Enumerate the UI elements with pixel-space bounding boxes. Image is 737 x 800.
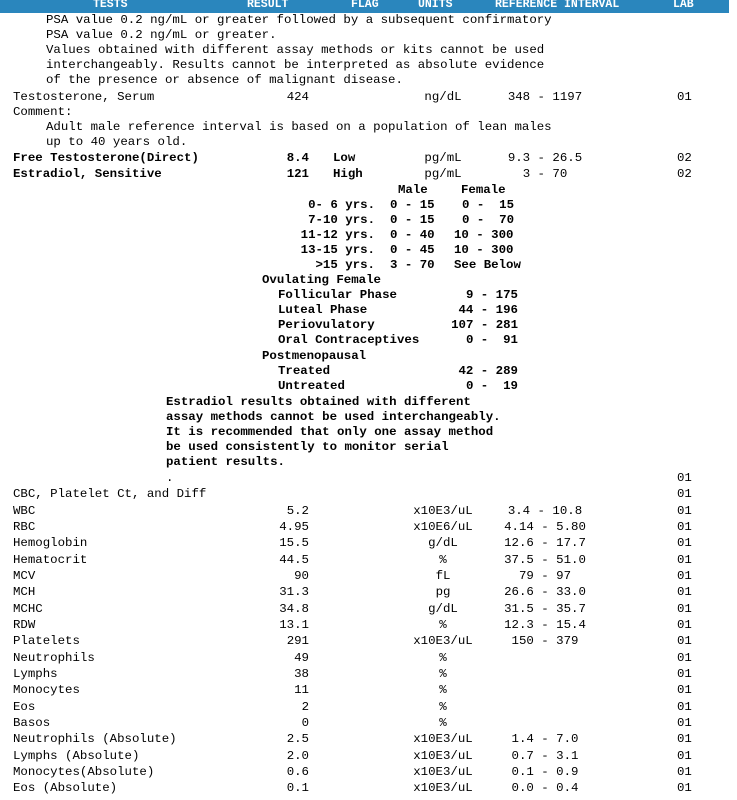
test-result: 13.1 [279, 617, 309, 632]
phase-range: 0 - 19 [465, 379, 518, 393]
separator-dot: . [166, 471, 174, 485]
test-reference: 3.4 - 10.8 [507, 503, 583, 518]
table-row [0, 732, 737, 748]
test-result: 4.95 [279, 519, 309, 534]
test-units: % [439, 699, 447, 714]
test-lab: 01 [677, 601, 692, 616]
phase-name: Follicular Phase [278, 288, 397, 302]
test-result: 2.5 [286, 732, 309, 747]
test-units: x10E3/uL [413, 765, 473, 780]
test-lab: 01 [677, 471, 692, 485]
table-row [0, 520, 737, 536]
cbc-panel-title-row [0, 487, 737, 503]
test-name: Lymphs [13, 667, 58, 681]
age-range: 11-12 yrs. [300, 228, 375, 242]
test-reference: 0.0 - 0.4 [511, 781, 579, 796]
male-column-header: Male [398, 183, 428, 197]
test-reference: 37.5 - 51.0 [504, 552, 586, 567]
table-row [0, 749, 737, 765]
header-flag: FLAG [351, 0, 379, 11]
test-lab: 01 [677, 699, 692, 714]
test-lab: 01 [677, 765, 692, 780]
test-result: 0.6 [286, 765, 309, 780]
table-row [0, 716, 737, 732]
test-units: x10E6/uL [413, 519, 473, 534]
table-row [0, 504, 737, 520]
estradiol-note-line: patient results. [166, 455, 285, 469]
test-units: pg [435, 585, 451, 600]
ovulating-female-label: Ovulating Female [262, 273, 381, 287]
phase-name: Oral Contraceptives [278, 333, 420, 347]
result-row-estradiol [0, 167, 737, 183]
table-row [0, 602, 737, 618]
test-name: Eos (Absolute) [13, 781, 118, 796]
age-range: 13-15 yrs. [300, 243, 375, 257]
phase-range: 107 - 281 [451, 318, 518, 332]
test-result: 2.0 [286, 748, 309, 763]
table-row [0, 618, 737, 634]
test-units: pg/mL [424, 151, 462, 165]
test-units: x10E3/uL [413, 503, 473, 518]
test-lab: 01 [677, 487, 692, 501]
phase-range: 0 - 91 [465, 333, 518, 347]
test-flag: High [333, 167, 363, 181]
test-reference: 0.1 - 0.9 [511, 765, 579, 780]
test-units: ng/dL [424, 90, 462, 104]
test-name: RDW [13, 617, 36, 632]
test-name: MCH [13, 585, 36, 600]
table-row [0, 683, 737, 699]
comment-label: Comment: [13, 105, 73, 119]
psa-comment-line: Values obtained with different assay methods or kits cannot be used [46, 43, 545, 57]
female-column-header: Female [461, 183, 506, 197]
test-name: Free Testosterone(Direct) [13, 151, 199, 165]
test-name: Eos [13, 699, 36, 714]
test-reference: 0.7 - 3.1 [511, 748, 579, 763]
psa-comment-line: PSA value 0.2 ng/mL or greater followed by a subsequent confirmatory [46, 13, 552, 27]
phase-name: Treated [278, 364, 331, 378]
test-name: Hematocrit [13, 552, 88, 567]
test-name: MCV [13, 568, 36, 583]
table-row [0, 634, 737, 650]
test-lab: 01 [677, 503, 692, 518]
test-units: % [439, 617, 447, 632]
test-lab: 01 [677, 568, 692, 583]
test-units: % [439, 650, 447, 665]
phase-name: Periovulatory [278, 318, 375, 332]
estradiol-note-line: assay methods cannot be used interchangeably. [166, 410, 501, 424]
test-lab: 01 [677, 781, 692, 796]
male-range: 3 - 70 [390, 258, 435, 272]
test-units: x10E3/uL [413, 748, 473, 763]
test-name: Monocytes(Absolute) [13, 765, 155, 780]
test-reference: 348 - 1197 [507, 90, 583, 104]
test-name: Neutrophils [13, 650, 95, 665]
test-result: 424 [286, 90, 309, 104]
column-header-bar [0, 0, 729, 13]
test-result: 34.8 [279, 601, 309, 616]
table-row [0, 765, 737, 781]
table-row [0, 553, 737, 569]
male-range: 0 - 15 [390, 213, 435, 227]
test-flag: Low [333, 151, 356, 165]
test-result: 0.1 [286, 781, 309, 796]
phase-name: Untreated [278, 379, 345, 393]
test-name: MCHC [13, 601, 43, 616]
female-range: See Below [454, 258, 521, 272]
test-result: 11 [294, 683, 309, 698]
test-lab: 01 [677, 748, 692, 763]
test-units: % [439, 667, 447, 681]
test-reference: 26.6 - 33.0 [504, 585, 586, 600]
test-name: Testosterone, Serum [13, 90, 155, 104]
female-range: 10 - 300 [454, 228, 514, 242]
table-row [0, 667, 737, 683]
test-result: 121 [286, 167, 309, 181]
test-name: Platelets [13, 634, 80, 649]
result-row-free-testosterone [0, 151, 737, 167]
female-range: 10 - 300 [454, 243, 514, 257]
test-lab: 01 [677, 519, 692, 534]
header-result: RESULT [247, 0, 289, 11]
test-lab: 01 [677, 650, 692, 665]
header-lab: LAB [673, 0, 694, 11]
test-reference: 9.3 - 26.5 [507, 151, 583, 165]
estradiol-note-line: Estradiol results obtained with different [166, 395, 471, 409]
phase-name: Luteal Phase [278, 303, 368, 317]
test-units: x10E3/uL [413, 781, 473, 796]
testosterone-comment-line: up to 40 years old. [46, 135, 188, 149]
test-name: WBC [13, 503, 36, 518]
estradiol-note-line: It is recommended that only one assay method [166, 425, 494, 439]
test-result: 8.4 [286, 151, 309, 165]
test-name: Hemoglobin [13, 536, 88, 551]
test-units: fL [435, 568, 451, 583]
test-result: 291 [286, 634, 309, 649]
test-result: 90 [294, 568, 309, 583]
panel-title: CBC, Platelet Ct, and Diff [13, 487, 207, 501]
test-name: Basos [13, 716, 51, 731]
table-row [0, 781, 737, 797]
table-row [0, 585, 737, 601]
table-row [0, 700, 737, 716]
test-name: RBC [13, 519, 36, 534]
test-reference: 12.3 - 15.4 [504, 617, 586, 632]
test-reference: 31.5 - 35.7 [504, 601, 586, 616]
test-result: 44.5 [279, 552, 309, 567]
test-lab: 01 [677, 667, 692, 681]
estradiol-note-line: be used consistently to monitor serial [166, 440, 449, 454]
test-units: x10E3/uL [413, 634, 473, 649]
test-result: 38 [294, 667, 309, 681]
header-tests: TESTS [93, 0, 128, 11]
age-range: >15 yrs. [315, 258, 375, 272]
age-range: 0- 6 yrs. [308, 198, 375, 212]
table-row [0, 651, 737, 667]
test-reference: 79 - 97 [518, 568, 572, 583]
test-lab: 01 [677, 536, 692, 551]
postmenopausal-label: Postmenopausal [262, 349, 367, 363]
test-lab: 01 [677, 585, 692, 600]
table-row [0, 569, 737, 585]
test-lab: 01 [677, 683, 692, 698]
test-result: 0 [301, 716, 309, 731]
female-range: 0 - 70 [462, 213, 515, 227]
header-units: UNITS [418, 0, 453, 11]
test-lab: 01 [677, 90, 692, 104]
test-lab: 01 [677, 552, 692, 567]
test-units: % [439, 683, 447, 698]
testosterone-comment-line: Adult male reference interval is based on a population of lean males [46, 120, 552, 134]
test-units: pg/mL [424, 167, 462, 181]
psa-comment-line: interchangeably. Results cannot be interpreted as absolute evidence [46, 58, 545, 72]
test-units: % [439, 716, 447, 731]
test-reference: 12.6 - 17.7 [504, 536, 586, 551]
result-row-testosterone [0, 90, 737, 106]
test-result: 15.5 [279, 536, 309, 551]
test-reference: 3 - 70 [522, 167, 568, 181]
header-reference-interval: REFERENCE INTERVAL [495, 0, 620, 11]
test-lab: 01 [677, 617, 692, 632]
psa-comment-line: PSA value 0.2 ng/mL or greater. [46, 28, 277, 42]
test-reference: 1.4 - 7.0 [511, 732, 579, 747]
male-range: 0 - 40 [390, 228, 435, 242]
test-units: x10E3/uL [413, 732, 473, 747]
phase-range: 42 - 289 [458, 364, 518, 378]
test-name: Estradiol, Sensitive [13, 167, 162, 181]
test-lab: 02 [677, 167, 692, 181]
phase-range: 44 - 196 [458, 303, 518, 317]
test-lab: 01 [677, 634, 692, 649]
test-lab: 01 [677, 732, 692, 747]
test-reference: 4.14 - 5.80 [504, 519, 586, 534]
table-row [0, 536, 737, 552]
test-name: Lymphs (Absolute) [13, 748, 140, 763]
test-lab: 01 [677, 716, 692, 731]
male-range: 0 - 45 [390, 243, 435, 257]
phase-range: 9 - 175 [465, 288, 518, 302]
test-name: Neutrophils (Absolute) [13, 732, 177, 747]
age-range: 7-10 yrs. [308, 213, 375, 227]
test-result: 5.2 [286, 503, 309, 518]
test-units: g/dL [428, 601, 458, 616]
test-name: Monocytes [13, 683, 80, 698]
female-range: 0 - 15 [462, 198, 515, 212]
test-reference: 150 - 379 [511, 634, 579, 649]
test-result: 2 [301, 699, 309, 714]
psa-comment-line: of the presence or absence of malignant disease. [46, 73, 403, 87]
test-result: 49 [294, 650, 309, 665]
male-range: 0 - 15 [390, 198, 435, 212]
test-result: 31.3 [279, 585, 309, 600]
test-lab: 02 [677, 151, 692, 165]
test-units: g/dL [428, 536, 458, 551]
test-units: % [439, 552, 447, 567]
